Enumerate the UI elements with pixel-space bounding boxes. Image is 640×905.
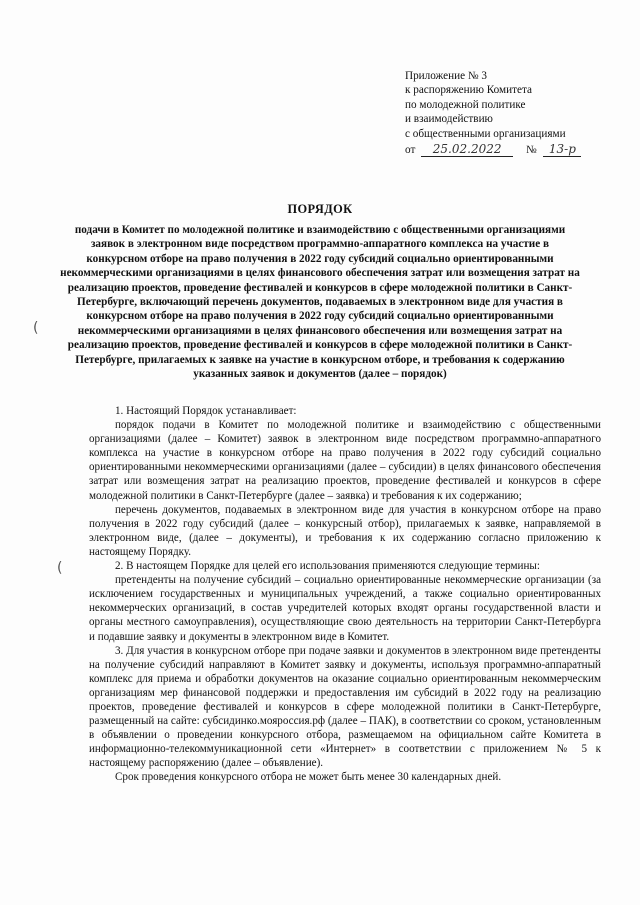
document-title-block bbox=[60, 202, 580, 381]
margin-mark-1: ( bbox=[33, 320, 39, 336]
appendix-header bbox=[405, 69, 581, 157]
appendix-line-4: и взаимодействию bbox=[405, 113, 493, 126]
handwritten-number: 13-р bbox=[543, 142, 581, 157]
paragraph-2: порядок подачи в Комитет по молодежной политике и взаимодействию с общественными организациями (далее – Комитет) заявок в электронном виде посредством программно-аппаратного комплекса на участие в конкурсном отборе на право получения в 2022 году субсидий социально ориентированными некоммерческими организациями (далее – субсидии) в целях финансового обеспечения затрат или возмещения затрат на реализацию проектов, проведение фестивалей и конкурсов в сфере молодежной политики в Санкт-Петербурге (далее – заявка) и требования к их содержанию; bbox=[89, 419, 601, 502]
appendix-date-line bbox=[405, 142, 581, 157]
paragraph-5: претенденты на получение субсидий – социально ориентированные некоммерческие организации (за исключением государственных и муниципальных учреждений, а также социально ориентированных некоммерческих организаций, в состав учредителей которых входят органы государственной власти и органы местного самоуправления), осуществляющие свою деятельность на территории Санкт-Петербурга и подавшие заявку и документы в электронном виде в Комитет. bbox=[89, 574, 601, 643]
paragraph-1: 1. Настоящий Порядок устанавливает: bbox=[115, 405, 297, 417]
document-subtitle: подачи в Комитет по молодежной политике и взаимодействию с общественными организациями заявок в электронном виде посредством программно-аппаратного комплекса на участие в конкурсном отборе на право получения в 2022 году субсидий социально ориентированными некоммерческими организациями в целях финансового обеспечения затрат или возмещения затрат на реализацию проектов, проведение фестивалей и конкурсов в сфере молодежной политики в Санкт-Петербурге, включающий перечень документов, подаваемых в электронном виде для участия в конкурсном отборе на право получения в 2022 году субсидий социально ориентированными некоммерческими организациями в целях финансового обеспечения или возмещения затрат на реализацию проектов, проведение фестивалей и конкурсов в сфере молодежной политики в Санкт-Петербурге, прилагаемых к заявке на участие в конкурсном отборе, и требования к содержанию указанных заявок и документов (далее – порядок) bbox=[60, 224, 580, 381]
from-label: от bbox=[405, 144, 416, 157]
handwritten-date: 25.02.2022 bbox=[421, 142, 513, 157]
document-body bbox=[89, 404, 601, 785]
paragraph-3: перечень документов, подаваемых в электронном виде для участия в конкурсном отборе на право получения в 2022 году субсидий (далее – конкурсный отбор), прилагаемых к заявке, направляемой в электронном виде, (далее – документы), и требования к их содержанию согласно приложению к настоящему Порядку. bbox=[89, 503, 601, 558]
number-label: № bbox=[525, 144, 537, 157]
appendix-line-5: с общественными организациями bbox=[405, 127, 566, 140]
margin-mark-2: ( bbox=[57, 560, 63, 576]
paragraph-7: Срок проведения конкурсного отбора не может быть менее 30 календарных дней. bbox=[115, 771, 502, 784]
paragraph-4: 2. В настоящем Порядке для целей его использования применяются следующие термины: bbox=[115, 560, 540, 573]
paragraph-6: 3. Для участия в конкурсном отборе при подаче заявки и документов в электронном виде претенденты на получение субсидий направляют в Комитет заявку и документы, используя программно-аппаратный комплекс для приема и обработки документов на оказание социально ориентированным некоммерческим организациям мер финансовой поддержки и предоставления им субсидий в 2022 году на реализацию проектов, проведение фестивалей и конкурсов в сфере молодежной политики в Санкт-Петербурге, размещенный на сайте: субсидинко.мояроссия.рф (далее – ПАК), в соответствии со сроком, установленным в объявлении о проведении конкурсного отбора, размещаемом на официальном сайте Комитета в информационно-телекоммуникационной сети «Интернет» в соответствии с приложением № 5 к настоящему распоряжению (далее – объявление). bbox=[89, 644, 601, 770]
appendix-line-2: к распоряжению Комитета bbox=[405, 84, 532, 97]
document-title: ПОРЯДОК bbox=[287, 202, 353, 216]
appendix-line-1: Приложение № 3 bbox=[405, 70, 487, 82]
appendix-line-3: по молодежной политике bbox=[405, 98, 526, 111]
